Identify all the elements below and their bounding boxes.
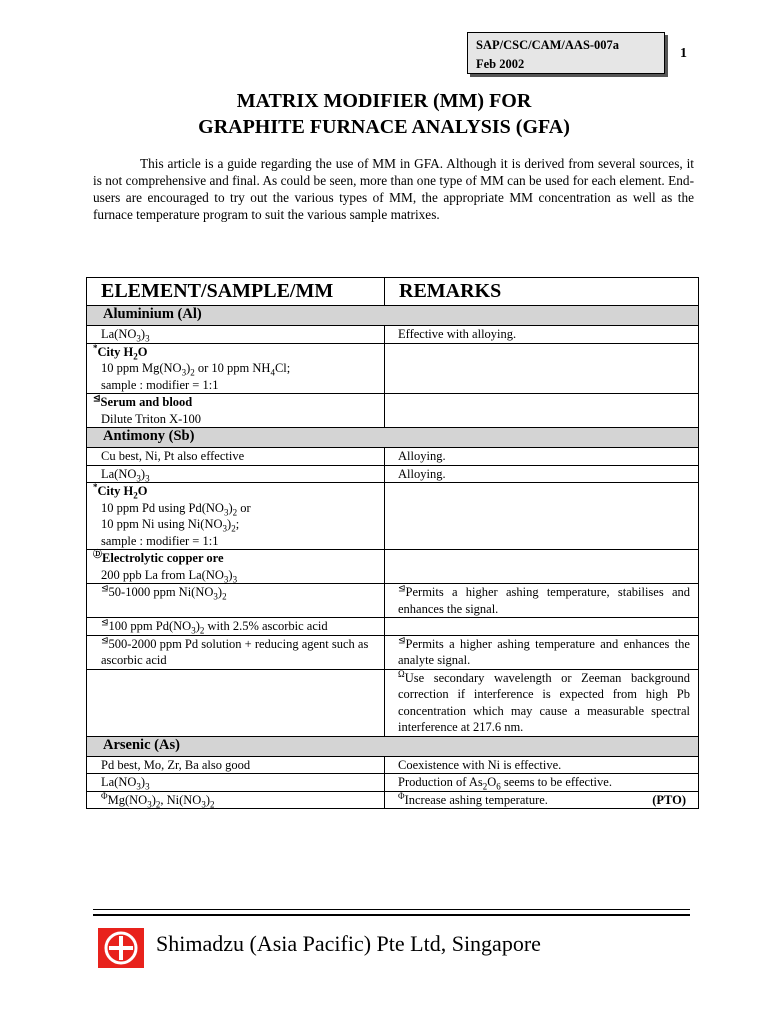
remark-cell [385,394,699,428]
section-heading: Antimony (Sb) [87,428,699,448]
shimadzu-logo-icon [98,928,144,968]
modifier-cell: $La(NO_3)_3$ [87,465,385,483]
remark-cell [385,343,699,394]
table-row [87,774,699,792]
asterisk-icon: * [93,342,98,353]
table-row [87,448,699,466]
table-row [87,669,699,736]
reference-mark-icon: ⊴ [93,392,101,403]
document-code: SAP/CSC/CAM/AAS-007a [476,38,620,52]
section-row-antimony [87,428,699,448]
table-row [87,326,699,344]
company-name: Shimadzu (Asia Pacific) Pte Ltd, Singapore [156,931,541,956]
remark-cell [385,550,699,584]
modifier-cell: $La(NO_3)_3$ [87,326,385,344]
modifier-cell: ⊴100 ppm $Pd(NO_3)_2$ with 2.5% ascorbic acid [87,618,385,636]
table-row [87,483,699,550]
modifier-cell: Cu best, Ni, Pt also effective [87,448,385,466]
remark-cell: $^\Phi$Increase ashing temperature. (PTO) [385,791,699,809]
modifier-cell: $La(NO_3)_3$ [87,774,385,792]
section-heading: Arsenic (As) [87,736,699,756]
remark-cell: ⊴Permits a higher ashing temperature and enhances the analyte signal. [385,635,699,669]
modifier-cell: Pd best, Mo, Zr, Ba also good [87,756,385,774]
copyright-mark-icon: Ⓓ [93,548,103,559]
section-row-aluminium [87,306,699,326]
table-row [87,550,699,584]
section-row-arsenic [87,736,699,756]
table-row [87,343,699,394]
table-row [87,465,699,483]
sample-type-label: *City $H_2O$ [93,481,148,501]
sample-type-label: ⒹElectrolytic copper ore [93,548,224,565]
modifier-cell: ⒹElectrolytic copper ore 200 ppb La from $La(NO_3)_3$ [87,550,385,584]
remark-cell: ⊴Permits a higher ashing temperature, stabilises and enhances the signal. [385,584,699,618]
reference-mark-icon: ⊴ [101,634,109,645]
modifier-cell: $^\Phi Mg(NO_3)_2$, $Ni(NO_3)_2$ [87,791,385,809]
sample-type-label: *City $H_2O$ [93,342,148,361]
header-element-sample-mm: ELEMENT/SAMPLE/MM [87,278,385,306]
remark-cell: Alloying. [385,448,699,466]
table-row [87,618,699,636]
please-turn-over-label: (PTO) [652,792,686,807]
modifier-cell: *City $H_2O$ 10 ppm $Mg(NO_3)_2$ or 10 ppm $NH_4Cl$; sample : modifier = 1:1 [87,343,385,394]
title-line-2: GRAPHITE FURNACE ANALYSIS (GFA) [198,116,570,138]
table-row [87,791,699,809]
footer-divider-thin [93,909,690,910]
title-line-1: MATRIX MODIFIER (MM) FOR [236,90,532,112]
reference-mark-icon: ⊴ [101,616,109,627]
reference-mark-icon: ⊴ [398,582,406,593]
document-reference-box [467,32,665,74]
modifier-cell: ⊴500-2000 ppm Pd solution + reducing agent such as ascorbic acid [87,635,385,669]
header-remarks: REMARKS [385,278,699,306]
table-row [87,635,699,669]
table-header-row [87,278,699,306]
table-row [87,394,699,428]
document-title [0,88,768,140]
omega-mark-icon: Ω [398,668,405,679]
document-date: Feb 2002 [476,57,525,71]
page-number: 1 [680,46,687,61]
section-heading: Aluminium (Al) [87,306,699,326]
remark-cell: Effective with alloying. [385,326,699,344]
matrix-modifier-table [86,277,699,809]
modifier-cell: ⊴50-1000 ppm $Ni(NO_3)_2$ [87,584,385,618]
phi-mark-icon: Φ [101,790,108,801]
asterisk-icon: * [93,481,98,492]
phi-mark-icon: Φ [398,790,405,801]
reference-mark-icon: ⊴ [101,582,109,593]
remark-cell [385,618,699,636]
table-row [87,584,699,618]
sample-type-label: ⊴Serum and blood [93,392,193,409]
modifier-cell: *City $H_2O$ 10 ppm Pd using $Pd(NO_3)_2$ or 10 ppm Ni using $Ni(NO_3)_2$; sample : modifier = 1:1 [87,483,385,550]
intro-paragraph: This article is a guide regarding the use of MM in GFA. Although it is derived from several sources, it is not comprehensive and final. As could be seen, more than one type of MM can be used for each element. End-users are encouraged to try out the various types of MM, the appropriate MM concentration as well as the furnace temperature program to suit the various sample matrixes. [93,156,694,222]
modifier-cell [87,669,385,736]
remark-cell: Alloying. [385,465,699,483]
reference-mark-icon: ⊴ [398,634,406,645]
table-row [87,756,699,774]
modifier-cell: ⊴Serum and blood Dilute Triton X-100 [87,394,385,428]
remark-cell: Production of $As_2O_6$ seems to be effective. [385,774,699,792]
remark-cell: Coexistence with Ni is effective. [385,756,699,774]
remark-cell [385,483,699,550]
footer-divider-thick [93,914,690,916]
remark-cell: $^\Omega$Use secondary wavelength or Zeeman background correction if interference is expected from high Pb concentration which may cause a measurable spectral interference at 217.6 nm. [385,669,699,736]
